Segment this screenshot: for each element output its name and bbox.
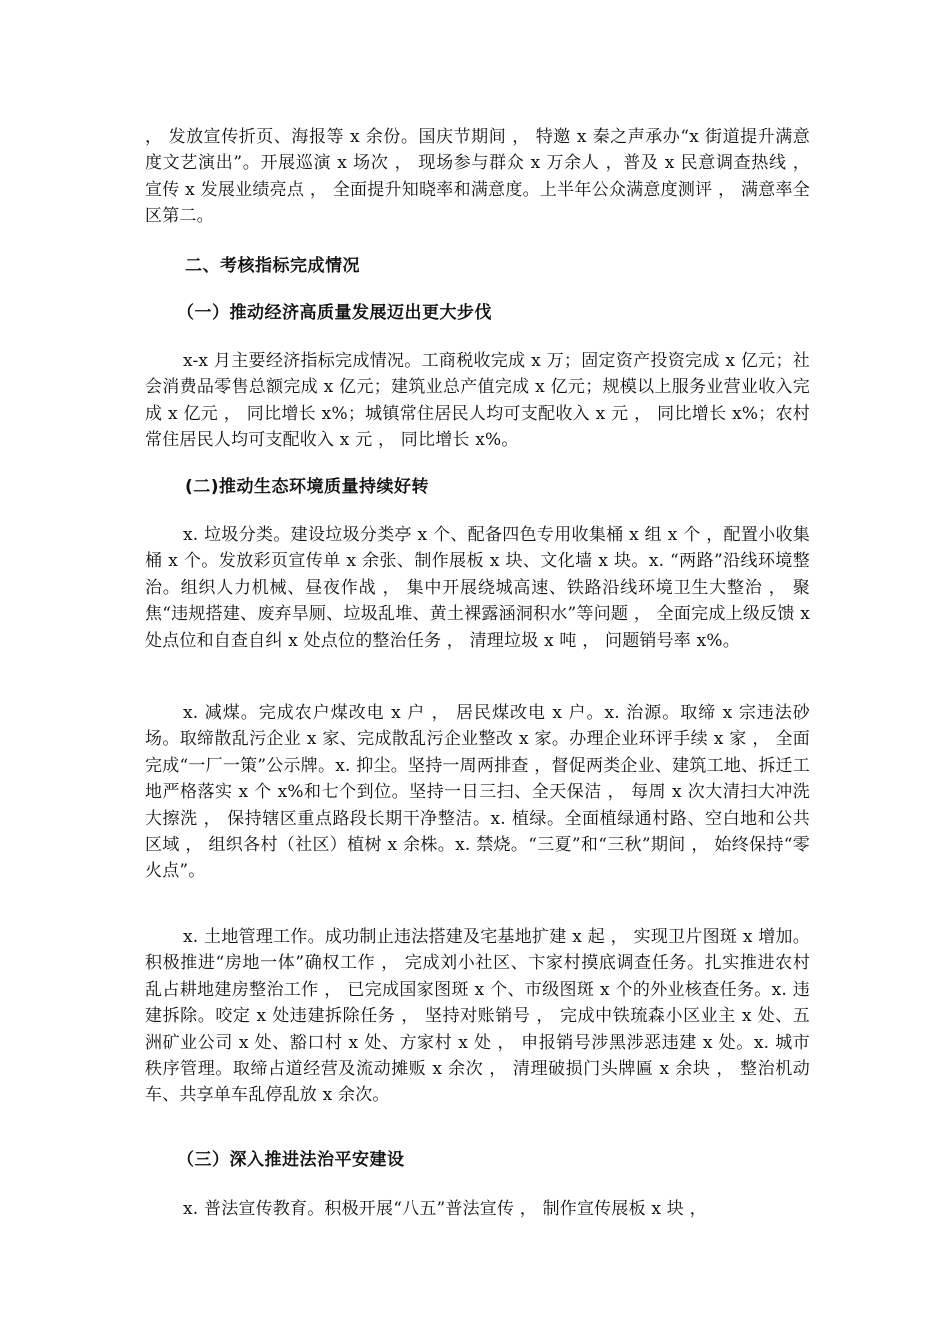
paragraph-legal-education: x. 普法宣传教育。积极开展“八五”普法宣传 ， 制作宣传展板 x 块 ， (183, 1199, 707, 1219)
subsection-heading-ecology: (二)推动生态环境质量持续好转 (185, 477, 430, 497)
paragraph-land-management: x. 土地管理工作。成功制止违法搭建及宅基地扩建 x 起 ， 实现卫片图斑 x 增加。积极推进“房地一体”确权工作 ， 完成刘小社区、卞家村摸底调查任务。扎实推进农村乱占耕地建房整治工作 ， 已完成国家图斑 x 个、市级图斑 x 个的外业核查任务。x. 违建拆除。咬定 x 处违建拆除任务 ， 坚持对账销号 ， 完成中铁琉森小区业主 x 处、五洲矿业公司 x 处、豁口村 x 处、方家村 x 处 ， 申报销号涉黑涉恶违建 x 处。x. 城市秩序管理。取缔占道经营及流动摊贩 x 余次 ， 清理破损门头牌匾 x 余块 ， 整治机动车、共享单车乱停乱放 x 余次。 (145, 927, 810, 1106)
subsection-heading-economy: （一）推动经济高质量发展迈出更大步伐 (177, 303, 492, 323)
paragraph-coal-reduction: x. 减煤。完成农户煤改电 x 户 ， 居民煤改电 x 户。x. 治源。取缔 x 宗违法砂场。取缔散乱污企业 x 家、完成散乱污企业整改 x 家。办理企业环评手续 x 家 ， 全面完成“一厂一策”公示牌。x. 抑尘。坚持一周两排查 ，督促两类企业、建筑工地、拆迁工地严格落实 x 个 x%和七个到位。坚持一日三扫、全天保洁 ， 每周 x 次大清扫大冲洗大擦洗 ， 保持辖区重点路段长期干净整洁。x. 植绿。全面植绿通村路、空白地和公共区域 ， 组织各村（社区）植树 x 余株。x. 禁烧。“三夏”和“三秋”期间 ， 始终保持“零火点”。 (145, 703, 810, 882)
subsection-heading-rule-of-law: （三）深入推进法治平安建设 (177, 1150, 405, 1170)
section-heading-assessment: 二、考核指标完成情况 (185, 256, 360, 276)
paragraph-garbage-sorting: x. 垃圾分类。建设垃圾分类亭 x 个、配备四色专用收集桶 x 组 x 个 ，配置小收集桶 x 个。发放彩页宣传单 x 余张、制作展板 x 块、文化墙 x 块。x. “两路”沿线环境整治。组织人力机械、昼夜作战 ， 集中开展绕城高速、铁路沿线环境卫生大整治 ， 聚焦“违规搭建、废弃旱厕、垃圾乱堆、黄土裸露涵洞积水”等问题 ， 全面完成上级反馈 x 处点位和自查自纠 x 处点位的整治任务 ， 清理垃圾 x 吨 ， 问题销号率 x%。 (145, 525, 810, 651)
paragraph-economy: x-x 月主要经济指标完成情况。工商税收完成 x 万；固定资产投资完成 x 亿元；社会消费品零售总额完成 x 亿元；建筑业总产值完成 x 亿元；规模以上服务业营业收入完成 x 亿元 ， 同比增长 x%；城镇常住居民人均可支配收入 x 元 ， 同比增长 x%；农村常住居民人均可支配收入 x 元 ， 同比增长 x%。 (145, 351, 810, 451)
paragraph-publicity: ， 发放宣传折页、海报等 x 余份。国庆节期间 ， 特邀 x 秦之声承办“x 街道提升满意度文艺演出”。开展巡演 x 场次 ， 现场参与群众 x 万余人 ，普及 x 民意调查热线 ， 宣传 x 发展业绩亮点 ， 全面提升知晓率和满意度。上半年公众满意度测评 ， 满意率全区第二。 (145, 127, 810, 227)
